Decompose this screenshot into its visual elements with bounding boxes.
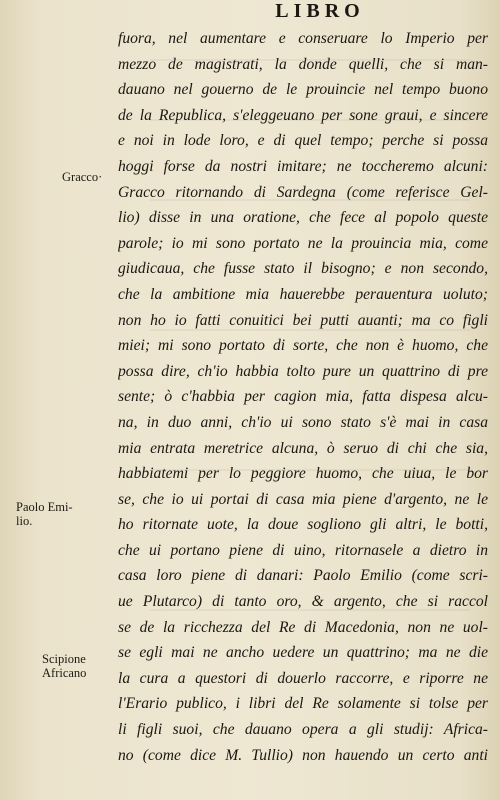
- text-line: na, in duo anni, ch'io ui sono stato s'è mai in casa: [118, 413, 488, 431]
- text-line: se egli mai ne ancho uedere un quattrino; ma ne die: [118, 644, 488, 662]
- body-text: [118, 26, 488, 768]
- text-line: Gracco ritornando di Sardegna (come referisce Gel-: [118, 183, 488, 201]
- text-line: casa loro piene di danari: Paolo Emilio (come scri-: [118, 567, 488, 585]
- text-line: li figli suoi, che dauano opera a gli studij: Africa-: [118, 721, 488, 739]
- text-line: mezzo de magistrati, la donde quelli, che si man-: [118, 55, 488, 73]
- marginal-note-gracco: Gracco·: [62, 170, 103, 184]
- text-line: e noi in lode loro, e di quel tempo; perche si possa: [118, 132, 488, 150]
- marginal-note-paolo-emilio-line-1: Paolo Emi-: [16, 500, 73, 514]
- running-head: LIBRO: [275, 0, 365, 22]
- marginal-note-paolo-emilio-line-2: lio.: [16, 514, 33, 528]
- text-line: dauano nel gouerno de le prouincie nel tempo buono: [118, 81, 488, 99]
- text-line: che la ambitione mia hauerebbe perauentura uoluto;: [118, 285, 488, 303]
- text-line: miei; mi sono portato di sorte, che non è huomo, che: [118, 337, 488, 355]
- text-line: parole; io mi sono portato ne la prouincia mia, come: [118, 234, 488, 252]
- text-line: sente; ò c'habbia per cagion mia, fatta dispesa alcu-: [118, 388, 488, 406]
- text-line: non ho io fatti conuitici bei putti auanti; ma co figli: [118, 311, 488, 329]
- text-line: fuora, nel aumentare e conseruare lo Imperio per: [118, 30, 488, 47]
- marginal-note-paolo-emilio: [16, 500, 73, 528]
- text-line: che ui portano piene di uino, ritornasele a dietro in: [118, 541, 488, 559]
- text-line: habbiatemi per lo peggiore huomo, che uiua, le bor: [118, 465, 488, 483]
- text-line: se de la ricchezza del Re di Macedonia, non ne uol-: [118, 618, 488, 636]
- text-line: de la Republica, s'eleggeuano per sone graui, e sincere: [118, 106, 488, 124]
- marginal-note-scipione: [42, 652, 86, 680]
- text-line: se, che io ui portai di casa mia piene d'argento, ne le: [118, 490, 488, 508]
- text-line: giudicaua, che fusse stato il bisogno; e non secondo,: [118, 260, 488, 278]
- text-line: ho ritornate uote, la doue sogliono gli altri, le botti,: [118, 516, 488, 534]
- text-line: mia entrata meretrice alcuna, ò seruo di chi che sia,: [118, 439, 488, 457]
- marginal-note-scipione-line-2: Africano: [42, 666, 87, 680]
- text-line: ue Plutarco) di tanto oro, & argento, che si raccol: [118, 593, 488, 611]
- text-line: la cura a questori di douerlo raccorre, e riporre ne: [118, 669, 488, 687]
- text-line: l'Erario publico, i libri del Re solamente si tolse per: [118, 695, 488, 713]
- text-line: possa dire, ch'io habbia tolto pure un quattrino di pre: [118, 362, 488, 380]
- text-line: lio) disse in una oratione, che fece al popolo queste: [118, 209, 488, 227]
- text-line: no (come dice M. Tullio) non hauendo un certo anti: [118, 746, 488, 764]
- marginal-note-scipione-line-1: Scipione: [42, 652, 86, 666]
- text-line: hoggi forse da nostri imitare; ne toccheremo alcuni:: [118, 157, 488, 175]
